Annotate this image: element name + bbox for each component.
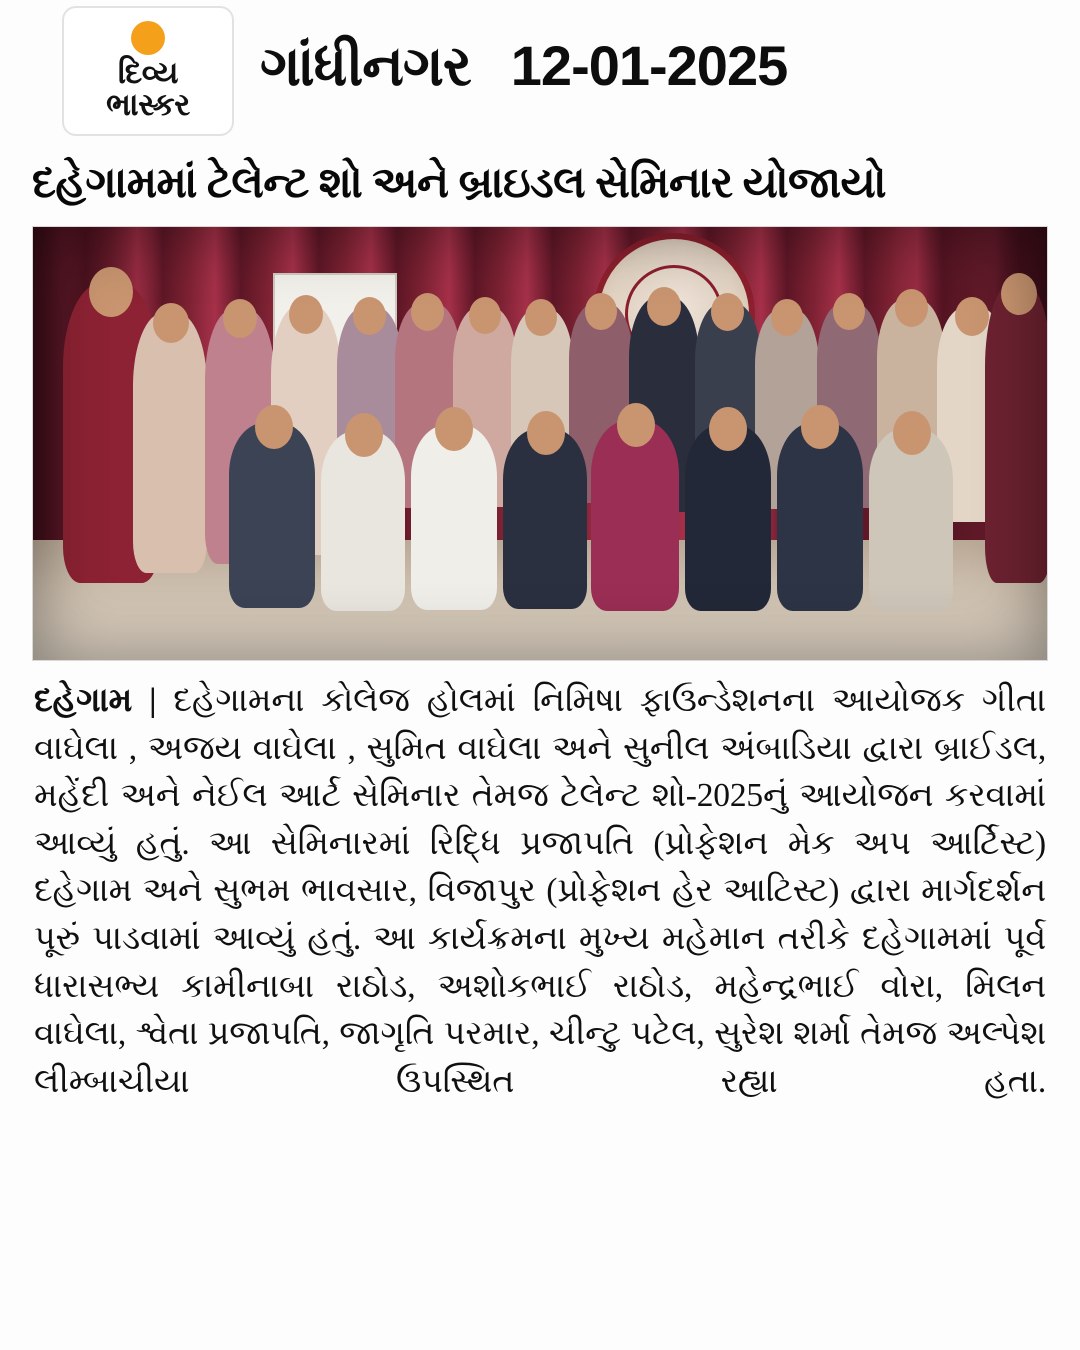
- edition-date: 12-01-2025: [510, 33, 788, 97]
- logo-line-one: દિવ્ય: [117, 55, 179, 91]
- article-body-text: દહેગામના કોલેજ હોલમાં નિમિષા ફાઉન્ડેશનના આયોજક ગીતા વાઘેલા , અજય વાઘેલા , સુમિત વાઘેલા અને સુનીલ અંબાડિયા દ્વારા બ્રાઈડલ, મહેંદી અને નેઈલ આર્ટ સેમિનાર તેમજ ટેલેન્ટ શો-2025નું આયોજન કરવામાં આવ્યું હતું. આ સેમિનારમાં રિદ્ધિ પ્રજાપતિ (પ્રોફેશન મેક અપ આર્ટિસ્ટ) દહેગામ અને સુભમ ભાવસાર, વિજાપુર (પ્રોફેશન હેર આટિસ્ટ) દ્વારા માર્ગદર્શન પૂરું પાડવામાં આવ્યું હતું. આ કાર્યક્રમના મુખ્ય મહેમાન તરીકે દહેગામમાં પૂર્વ ધારાસભ્ય કામીનાબા રાઠોડ, અશોકભાઈ રાઠોડ, મહેન્દ્રભાઈ વોરા, મિલન વાઘેલા, શ્વેતા પ્રજાપતિ, જાગૃતિ પરમાર, ચીન્ટુ પટેલ, સુરેશ શર્મા તેમજ અલ્પેશ લીમ્બાચીયા ઉપસ્થિત રહ્યા હતા.: [34, 682, 1046, 1100]
- edition-header: [260, 33, 787, 110]
- article-body: [32, 677, 1048, 1105]
- edition-city: ગાંધીનગર: [260, 35, 471, 98]
- sun-dot-icon: [131, 21, 165, 55]
- group-photo-people: [33, 273, 1047, 564]
- article-headline: દહેગામમાં ટેલેન્ટ શો અને બ્રાઇડલ સેમિનાર યોજાયો: [32, 160, 886, 207]
- masthead: [28, 0, 1052, 140]
- article: [28, 140, 1052, 1105]
- logo-line-two: ભાસ્કર: [106, 87, 190, 122]
- divya-bhaskar-logo: [62, 6, 234, 136]
- article-dateline: દહેગામ |: [34, 682, 157, 720]
- article-photo: [32, 226, 1048, 661]
